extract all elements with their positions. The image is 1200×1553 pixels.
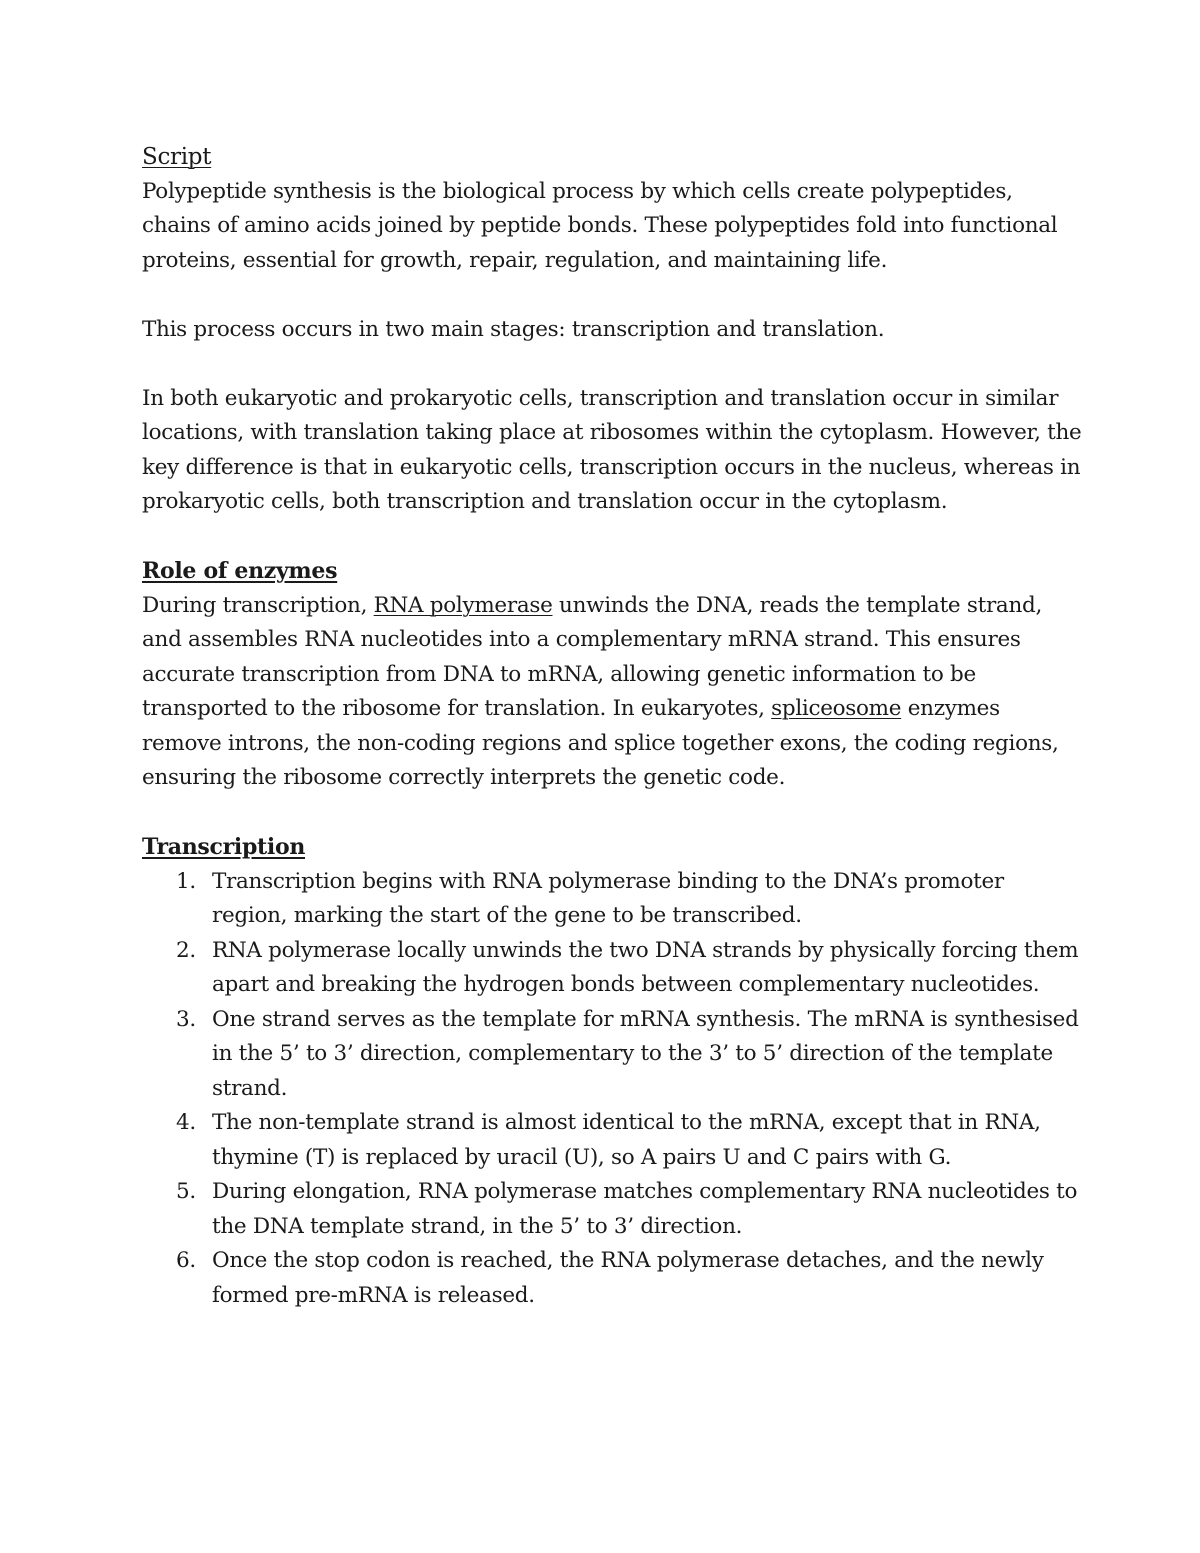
list-item xyxy=(142,1003,1082,1107)
step-text: Transcription begins with RNA polymerase binding to the DNA’s promoter region, marking the start of the gene to be transcribed. xyxy=(212,868,1004,928)
term-rna-polymerase: RNA polymerase xyxy=(373,592,553,618)
step-text: One strand serves as the template for mRNA synthesis. The mRNA is synthesised in the 5’ to 3’ direction, complementary to the 3’ to 5’ direction of the template strand. xyxy=(212,1006,1079,1101)
list-item xyxy=(142,1175,1082,1244)
step-text: Once the stop codon is reached, the RNA polymerase detaches, and the newly formed pre-mRNA is released. xyxy=(212,1248,1044,1308)
script-heading: Script xyxy=(142,144,212,170)
intro-paragraph: Polypeptide synthesis is the biological process by which cells create polypeptides, chains of amino acids joined by peptide bonds. These polypeptides fold into functional proteins, essential for growth, repair, regulation, and maintaining life. xyxy=(142,178,1058,273)
step-text: RNA polymerase locally unwinds the two DNA strands by physically forcing them apart and breaking the hydrogen bonds between complementary nucleotides. xyxy=(212,937,1079,997)
step-number: 2. xyxy=(176,937,196,963)
list-item xyxy=(142,934,1082,1003)
step-text: During elongation, RNA polymerase matches complementary RNA nucleotides to the DNA template strand, in the 5’ to 3’ direction. xyxy=(212,1179,1078,1239)
step-text: The non-template strand is almost identical to the mRNA, except that in RNA, thymine (T) is replaced by uracil (U), so A pairs U and C pairs with G. xyxy=(212,1110,1041,1170)
step-number: 5. xyxy=(176,1179,196,1204)
enzymes-text-1: During transcription, xyxy=(142,592,374,618)
document-page xyxy=(142,140,1082,1313)
transcription-steps-list xyxy=(142,865,1082,1314)
step-number: 3. xyxy=(176,1006,196,1032)
enzymes-text-2: unwinds the DNA, reads the template strand, and assembles RNA nucleotides into a complementary mRNA strand. This ensures accurate transcription from DNA to mRNA, allowing genetic information to be transported to the ribosome for translation. In eukaryotes, xyxy=(142,592,1042,721)
list-item xyxy=(142,1244,1082,1313)
enzymes-heading: Role of enzymes xyxy=(142,558,338,584)
list-item xyxy=(142,865,1082,934)
term-spliceosome: spliceosome xyxy=(771,696,902,721)
transcription-heading: Transcription xyxy=(142,834,306,860)
step-number: 4. xyxy=(176,1110,196,1135)
enzymes-text-3: enzymes remove introns, the non-coding regions and splice together exons, the coding regions, ensuring the ribosome correctly interprets the genetic code. xyxy=(142,696,1059,790)
step-number: 6. xyxy=(176,1248,196,1273)
step-number: 1. xyxy=(176,868,196,894)
stages-paragraph: This process occurs in two main stages: transcription and translation. xyxy=(142,316,885,342)
locations-paragraph: In both eukaryotic and prokaryotic cells, transcription and translation occur in similar locations, with translation taking place at ribosomes within the cytoplasm. However, the key difference is that in eukaryotic cells, transcription occurs in the nucleus, whereas in prokaryotic cells, both transcription and translation occur in the cytoplasm. xyxy=(142,385,1082,514)
list-item xyxy=(142,1106,1082,1175)
enzymes-paragraph xyxy=(142,589,1082,796)
